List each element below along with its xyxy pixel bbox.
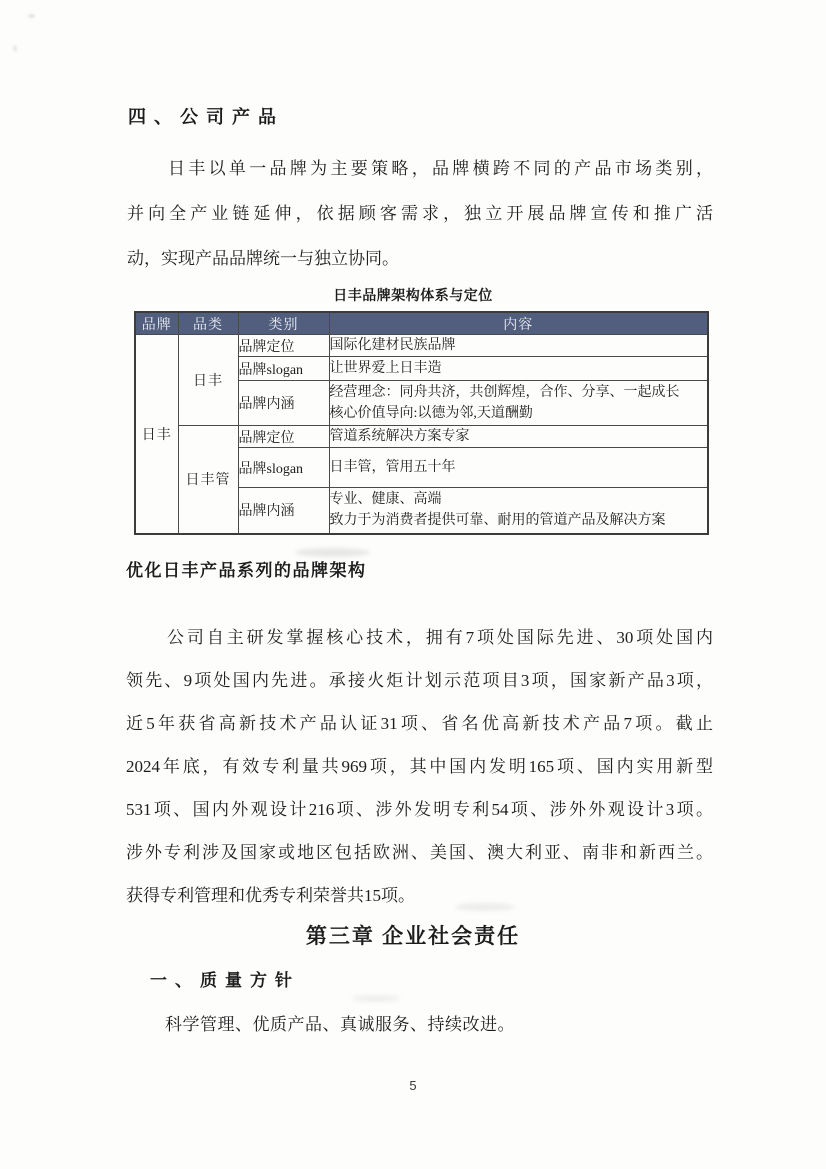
table-row: [135, 426, 708, 448]
type-cell: 品牌slogan: [238, 357, 329, 381]
paragraph-line: 531项、国内外观设计216项、涉外发明专利54项、涉外外观设计3项。: [126, 800, 713, 819]
chapter-heading: 第三章 企业社会责任: [305, 924, 521, 948]
header-content: 内容: [329, 312, 708, 335]
content-cell: 让世界爱上日丰造: [329, 357, 708, 381]
scan-artifact: [28, 14, 35, 18]
content-cell: 管道系统解决方案专家: [329, 426, 708, 448]
type-cell: 品牌内涵: [238, 488, 329, 534]
patents-paragraph: [126, 616, 713, 917]
paragraph-line: 获得专利管理和优秀专利荣誉共15项。: [126, 886, 415, 905]
type-cell: 品牌内涵: [238, 381, 329, 426]
content-line: 致力于为消费者提供可靠、耐用的管道产品及解决方案: [329, 513, 666, 529]
paragraph-line: 近5年获省高新技术产品认证31项、省名优高新技术产品7项。截止: [126, 714, 713, 733]
header-brand: 品牌: [135, 312, 178, 335]
header-category: 品类: [178, 312, 238, 335]
table-row: [135, 335, 708, 357]
scan-artifact: [352, 995, 400, 1002]
brand-architecture-table: [134, 311, 709, 535]
quality-policy-text: 科学管理、优质产品、真诚服务、持续改进。: [165, 1015, 515, 1034]
type-cell: 品牌定位: [238, 335, 329, 357]
content-cell: 国际化建材民族品牌: [329, 335, 708, 357]
sub-heading: 优化日丰产品系列的品牌架构: [126, 561, 367, 580]
paragraph-line: 领先、9项处国内先进。承接火炬计划示范项目3项，国家新产品3项，: [126, 671, 713, 690]
header-type: 类别: [238, 312, 329, 335]
paragraph-line: 动，实现产品品牌统一与独立协同。: [127, 249, 399, 268]
paragraph-line: 并向全产业链延伸，依据顾客需求，独立开展品牌宣传和推广活: [127, 204, 713, 223]
content-cell: [329, 488, 708, 534]
content-cell: [329, 381, 708, 426]
paragraph-line: 涉外专利涉及国家或地区包括欧洲、美国、澳大利亚、南非和新西兰。: [126, 843, 713, 862]
brand-strategy-paragraph: [127, 146, 713, 281]
brand-cell: 日丰: [135, 335, 178, 534]
paragraph-line: 日丰以单一品牌为主要策略，品牌横跨不同的产品市场类别，: [168, 159, 713, 178]
content-line: 专业、健康、高端: [329, 492, 442, 508]
type-cell: 品牌定位: [238, 426, 329, 448]
category-cell: 日丰管: [178, 426, 238, 534]
category-cell: 日丰: [178, 335, 238, 426]
section-heading: 四、公司产品: [128, 107, 284, 127]
quality-policy-heading: 一、质量方针: [150, 971, 300, 990]
content-line: 经营理念：同舟共济，共创辉煌，合作、分享、一起成长: [329, 385, 680, 400]
content-cell: 日丰管，管用五十年: [329, 448, 708, 488]
table-title: 日丰品牌架构体系与定位: [333, 289, 493, 304]
paragraph-line: 公司自主研发掌握核心技术，拥有7项处国际先进、30项处国内: [167, 628, 713, 647]
content-line: 核心价值导向:以德为邻,天道酬勤: [329, 406, 533, 421]
paragraph-line: 2024年底，有效专利量共969项，其中国内发明165项、国内实用新型: [126, 757, 713, 776]
type-cell: 品牌slogan: [238, 448, 329, 488]
scan-artifact: [13, 45, 17, 52]
table-header-row: [135, 312, 708, 335]
page-number: 5: [409, 1078, 417, 1093]
